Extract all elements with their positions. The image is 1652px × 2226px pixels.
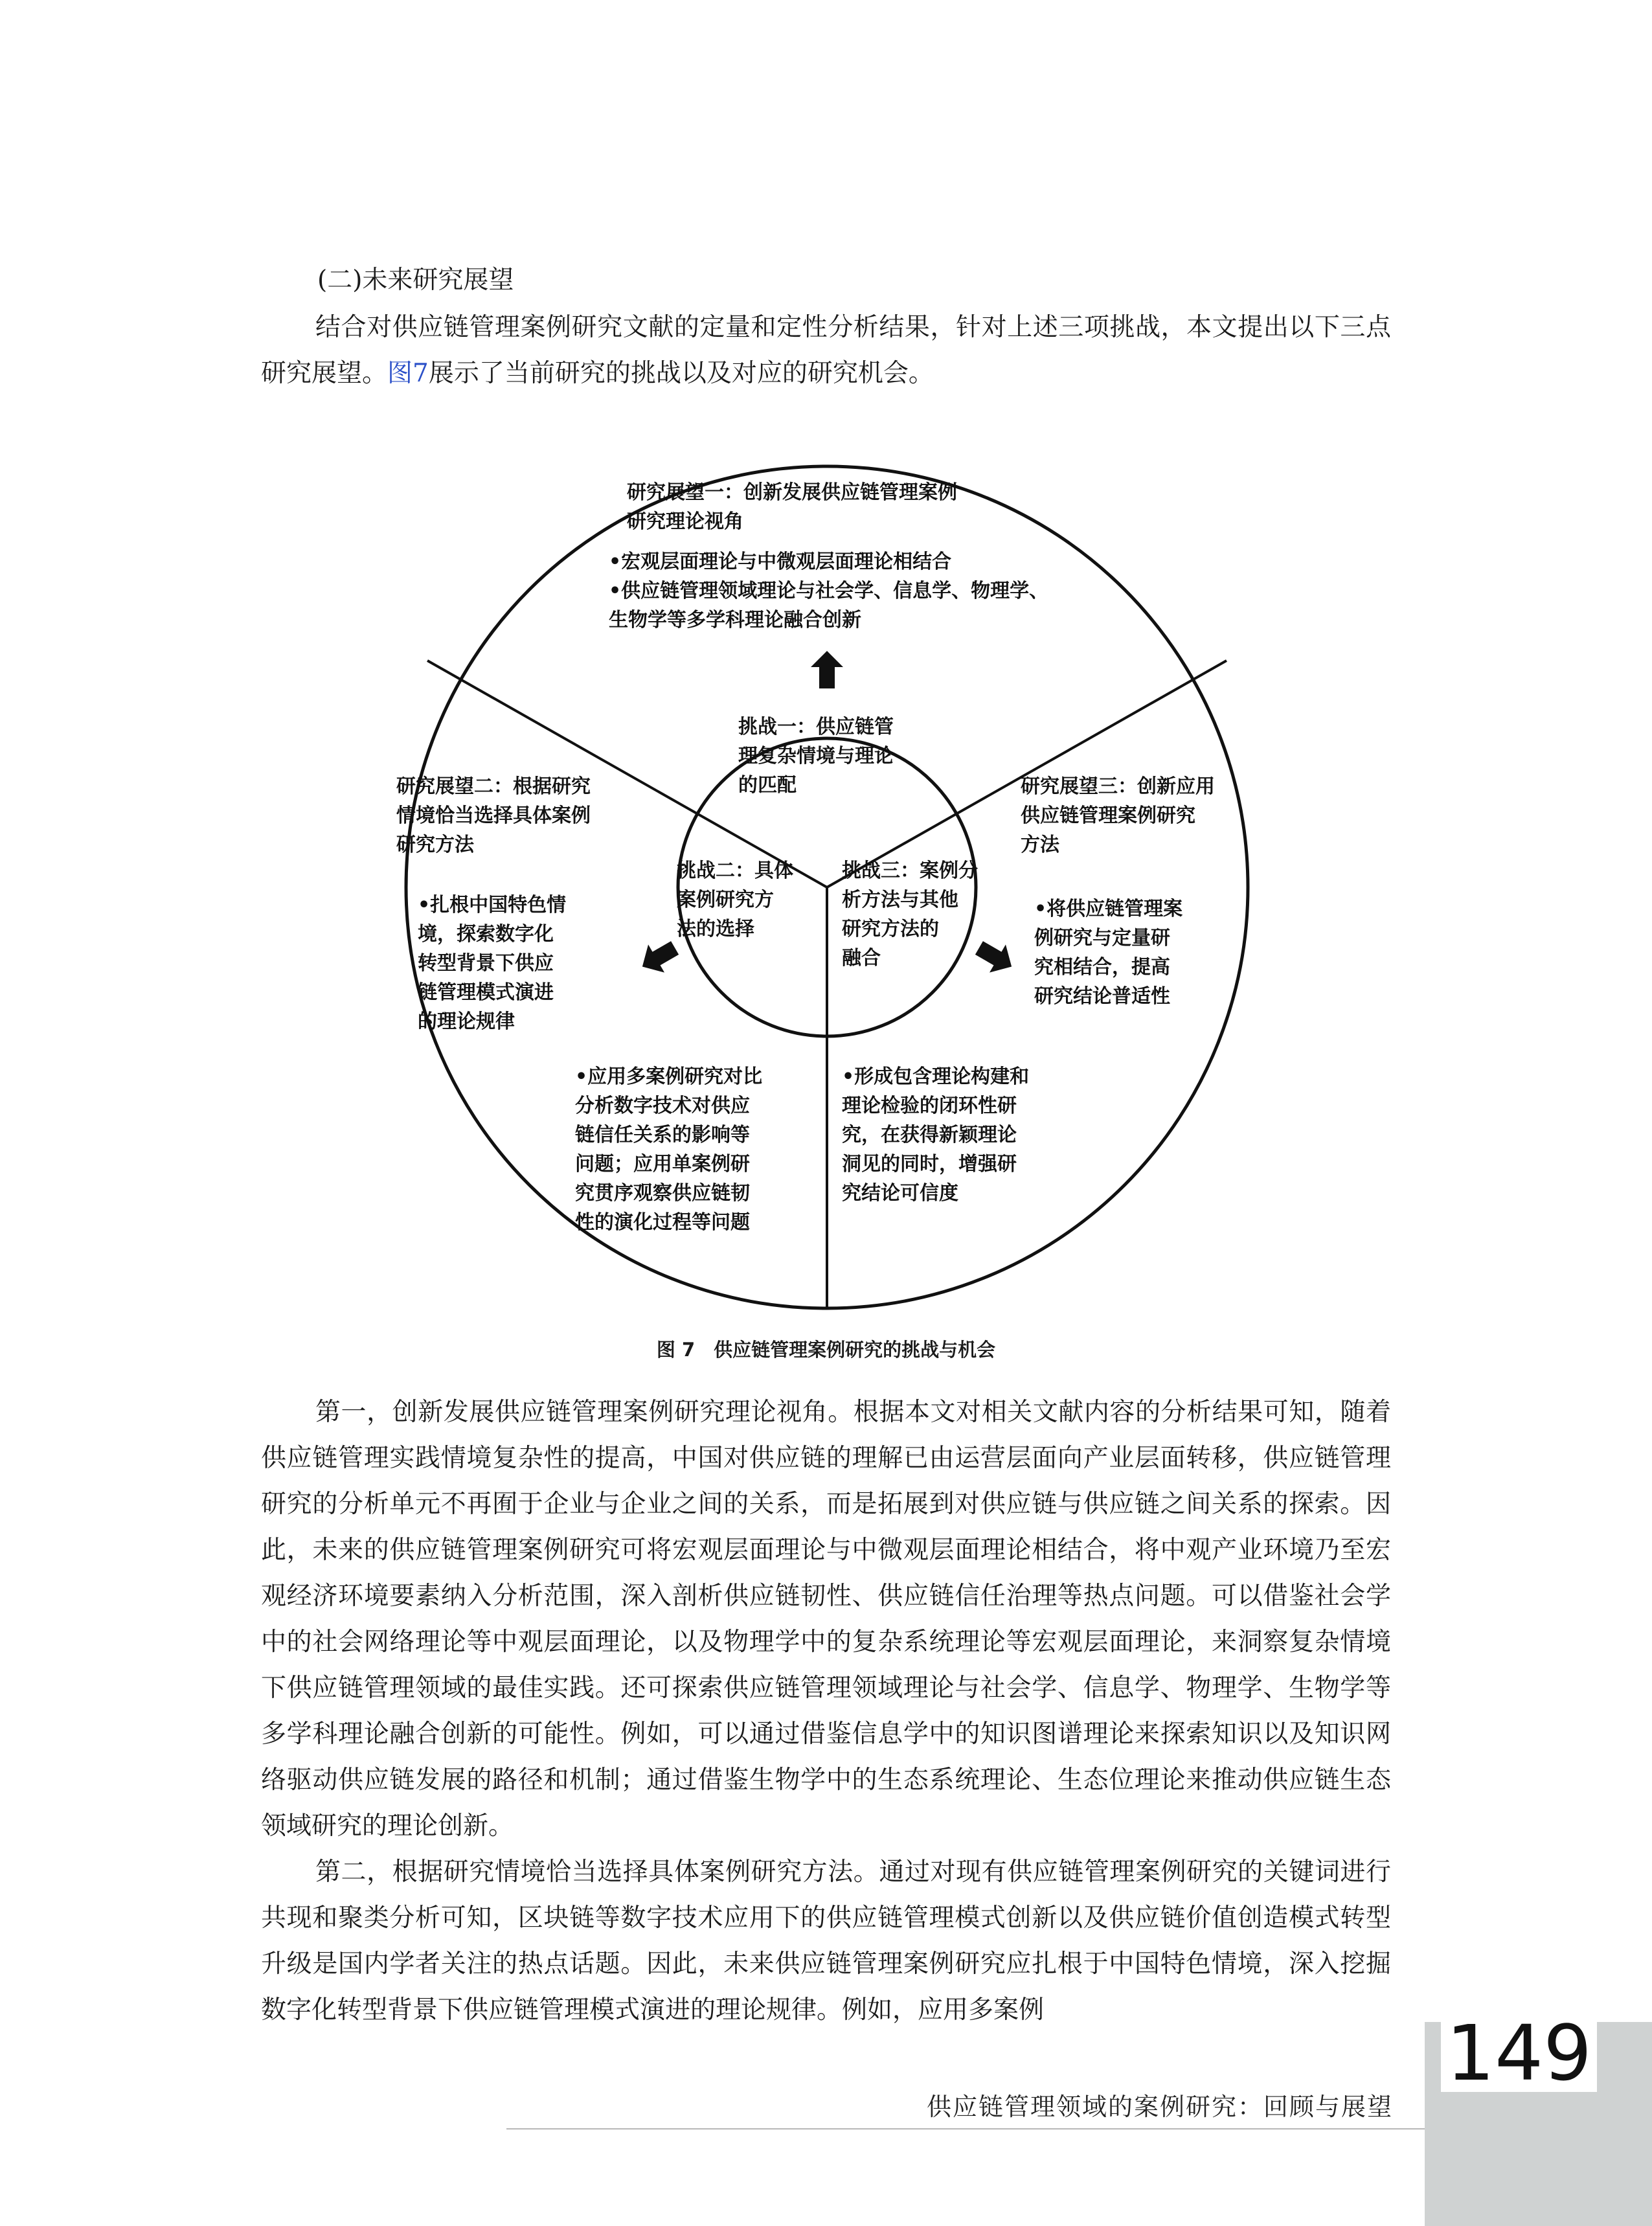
arrow-lower-left-icon	[634, 934, 683, 981]
outlook-3-title: 研究展望三：创新应用 供应链管理案例研究 方法	[1021, 775, 1215, 856]
arrow-lower-right-icon	[971, 934, 1019, 981]
challenge-2-label: 挑战二：具体 案例研究方 法的选择	[677, 859, 793, 940]
outlook-1-bullets: •宏观层面理论与中微观层面理论相结合 •供应链管理领域理论与社会学、信息学、物理学、 生物学等多学科理论融合创新	[609, 551, 1049, 631]
paragraph-2: 第二，根据研究情境恰当选择具体案例研究方法。通过对现有供应链管理案例研究的关键词进行共现和聚类分析可知，区块链等数字技术应用下的供应链管理模式创新以及供应链价值创造模式转型升级是国内学者关注的热点话题。因此，未来供应链管理案例研究应扎根于中国特色情境，深入挖掘数字化转型背景下供应链管理模式演进的理论规律。例如，应用多案例	[261, 1857, 1391, 2025]
figure-7-link[interactable]: 图7	[387, 359, 429, 388]
outlook-1-title: 研究展望一：创新发展供应链管理案例 研究理论视角	[627, 481, 957, 533]
footer-divider	[506, 2128, 1425, 2129]
page-number: 149	[1441, 2014, 1597, 2092]
challenge-3-label: 挑战三：案例分 析方法与其他 研究方法的 融合	[842, 859, 978, 970]
challenge-1-label: 挑战一：供应链管 理复杂情境与理论 的匹配	[738, 716, 894, 797]
intro-text: 结合对供应链管理案例研究文献的定量和定性分析结果，针对上述三项挑战，本文提出以下三点研究展望。	[261, 313, 1391, 388]
outlook-3-bullet-2: •形成包含理论构建和 理论检验的闭环性研 究，在获得新颖理论 洞见的同时，增强研 究结论可信度	[842, 1065, 1030, 1205]
outlook-2-bullet-2: •应用多案例研究对比 分析数字技术对供应 链信任关系的影响等 问题；应用单案例研 究贯序观察供应链韧 性的演化过程等问题	[575, 1065, 763, 1234]
outlook-3-bullet-1: •将供应链管理案 例研究与定量研 究相结合，提高 研究结论普适性	[1034, 898, 1183, 1008]
intro-text-cont: 展示了当前研究的挑战以及对应的研究机会。	[428, 359, 934, 388]
outlook-2-bullet-1: •扎根中国特色情 境，探索数字化 转型背景下供应 链管理模式演进 的理论规律	[418, 894, 567, 1033]
figure-caption: 图 7 供应链管理案例研究的挑战与机会	[656, 1339, 996, 1361]
arrow-up-icon	[811, 651, 843, 688]
outlook-2-title: 研究展望二：根据研究 情境恰当选择具体案例 研究方法	[396, 775, 591, 856]
running-title: 供应链管理领域的案例研究：回顾与展望	[926, 2093, 1393, 2121]
section-heading: (二)未来研究展望	[317, 266, 514, 295]
paragraph-1: 第一，创新发展供应链管理案例研究理论视角。根据本文对相关文献内容的分析结果可知，随着供应链管理实践情境复杂性的提高，中国对供应链的理解已由运营层面向产业层面转移，供应链管理研究的分析单元不再囿于企业与企业之间的关系，而是拓展到对供应链与供应链之间关系的探索。因此，未来的供应链管理案例研究可将宏观层面理论与中微观层面理论相结合，将中观产业环境乃至宏观经济环境要素纳入分析范围，深入剖析供应链韧性、供应链信任治理等热点问题。可以借鉴社会学中的社会网络理论等中观层面理论，以及物理学中的复杂系统理论等宏观层面理论，来洞察复杂情境下供应链管理领域的最佳实践。还可探索供应链管理领域理论与社会学、信息学、物理学、生物学等多学科理论融合创新的可能性。例如，可以通过借鉴信息学中的知识图谱理论来探索知识以及知识网络驱动供应链发展的路径和机制；通过借鉴生物学中的生态系统理论、生态位理论来推动供应链生态领域研究的理论创新。	[261, 1398, 1391, 1841]
